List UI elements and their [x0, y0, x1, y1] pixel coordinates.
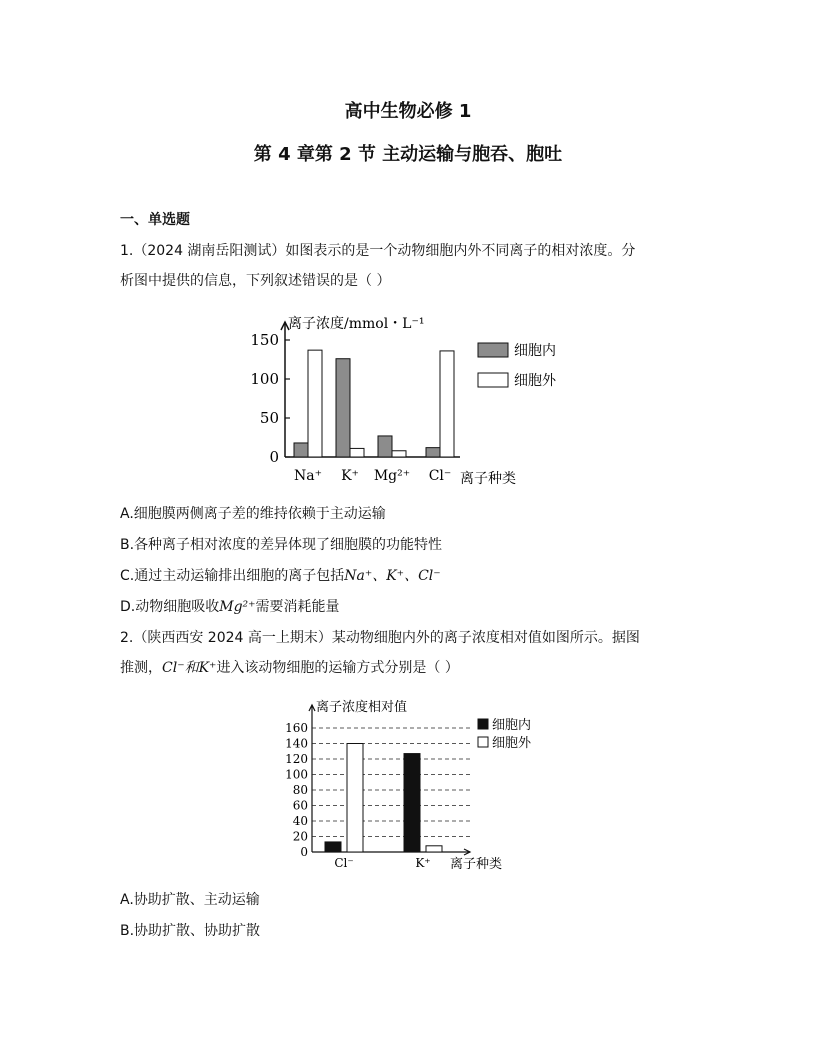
chart1-xlabel: 离子种类 [460, 471, 516, 487]
chart2-bar [404, 754, 420, 852]
chart2-bar [325, 842, 341, 852]
q1-option-c-text: C.通过主动运输排出细胞的离子包括 [120, 568, 345, 584]
q2-stem-line2-ions: Cl⁻和K⁺ [162, 660, 217, 676]
chart2-y-tick-label: 0 [300, 845, 308, 859]
q1-option-a[interactable]: A.细胞膜两侧离子差的维持依赖于主动运输 [120, 506, 386, 522]
legend-label-outside: 细胞外 [514, 373, 556, 389]
q2-option-a[interactable]: A.协助扩散、主动运输 [120, 892, 260, 908]
q2-stem [120, 623, 700, 683]
q2-stem-line1: 2.（陕西西安 2024 高一上期末）某动物细胞内外的离子浓度相对值如图所示。据图 [120, 630, 640, 646]
chart2-x-tick-label: Cl⁻ [334, 856, 354, 870]
chart1-x-tick-label: Cl⁻ [428, 468, 452, 484]
q1-stem-line2: 析图中提供的信息，下列叙述错误的是（ ） [120, 273, 391, 289]
chart1-bar [378, 436, 392, 457]
chart1-y-tick-label: 0 [269, 448, 279, 466]
chart1-bar [294, 443, 308, 457]
q2-option-b[interactable]: B.协助扩散、协助扩散 [120, 923, 261, 939]
q1-stem-line1: 1.（2024 湖南岳阳测试）如图表示的是一个动物细胞内外不同离子的相对浓度。分 [120, 243, 636, 259]
chart1-ylabel: 离子浓度/mmol・L⁻¹ [288, 316, 425, 332]
q2-stem-line2 [120, 653, 700, 683]
q1-stem [120, 236, 700, 296]
q2-stem-line2-a: 推测， [120, 660, 162, 676]
chart2-y-tick-label: 100 [285, 767, 308, 782]
q1-option-d-ion: Mg²⁺ [219, 599, 256, 615]
legend-swatch-outside [478, 373, 508, 387]
q1-option-d-text1: D.动物细胞吸收 [120, 599, 220, 615]
chart1-bar [308, 350, 322, 457]
chart1-bar [426, 448, 440, 457]
chart1-bar [336, 359, 350, 457]
chart1-bar [440, 351, 454, 457]
q1-option-c[interactable] [120, 565, 441, 585]
chart2-y-tick-label: 160 [285, 721, 308, 735]
legend2-label-outside: 细胞外 [492, 736, 532, 751]
q1-option-d[interactable] [120, 596, 340, 616]
chart1-x-tick-label: Na⁺ [294, 468, 322, 484]
q1-option-b[interactable]: B.各种离子相对浓度的差异体现了细胞膜的功能特性 [120, 537, 443, 553]
chart2-xlabel: 离子种类 [450, 857, 503, 872]
chart2-y-tick-label: 20 [292, 829, 308, 844]
q2-stem-line2-b: 进入该动物细胞的运输方式分别是（ ） [216, 660, 459, 676]
chart1-y-tick-label: 50 [259, 409, 279, 427]
chart2-y-tick-label: 60 [292, 798, 308, 813]
chart-ion-concentration [250, 310, 570, 495]
chart-ion-relative [280, 695, 550, 880]
chart2-bar [426, 846, 442, 852]
legend-label-inside: 细胞内 [514, 343, 556, 359]
chart1-x-tick-label: K⁺ [341, 468, 359, 484]
chart1-x-tick-label: Mg²⁺ [373, 468, 411, 484]
chart2-y-tick-label: 120 [285, 752, 308, 766]
chart1-legend [478, 342, 557, 389]
doc-subtitle: 第 4 章第 2 节 主动运输与胞吞、胞吐 [253, 144, 563, 165]
chart2-y-tick-label: 40 [292, 814, 308, 828]
chart1-bar [350, 448, 364, 457]
q1-option-d-text2: 需要消耗能量 [255, 599, 340, 615]
legend2-swatch-inside [478, 719, 488, 729]
chart2-y-tick-label: 80 [292, 783, 308, 797]
chart2-bar [347, 744, 363, 853]
chart1-bar [392, 451, 406, 457]
chart2-ylabel: 离子浓度相对值 [316, 700, 408, 715]
doc-title: 高中生物必修 1 [344, 101, 472, 122]
legend-swatch-inside [478, 343, 508, 357]
chart1-y-tick-label: 100 [250, 370, 279, 388]
legend2-label-inside: 细胞内 [492, 718, 532, 733]
legend2-swatch-outside [478, 737, 488, 747]
section-heading: 一、单选题 [120, 212, 190, 228]
chart2-legend [478, 717, 532, 751]
q1-option-c-ions: Na⁺、K⁺、Cl⁻ [344, 568, 441, 584]
chart1-y-tick-label: 150 [250, 331, 279, 349]
chart2-x-tick-label: K⁺ [415, 856, 431, 870]
chart2-y-tick-label: 140 [285, 736, 308, 751]
